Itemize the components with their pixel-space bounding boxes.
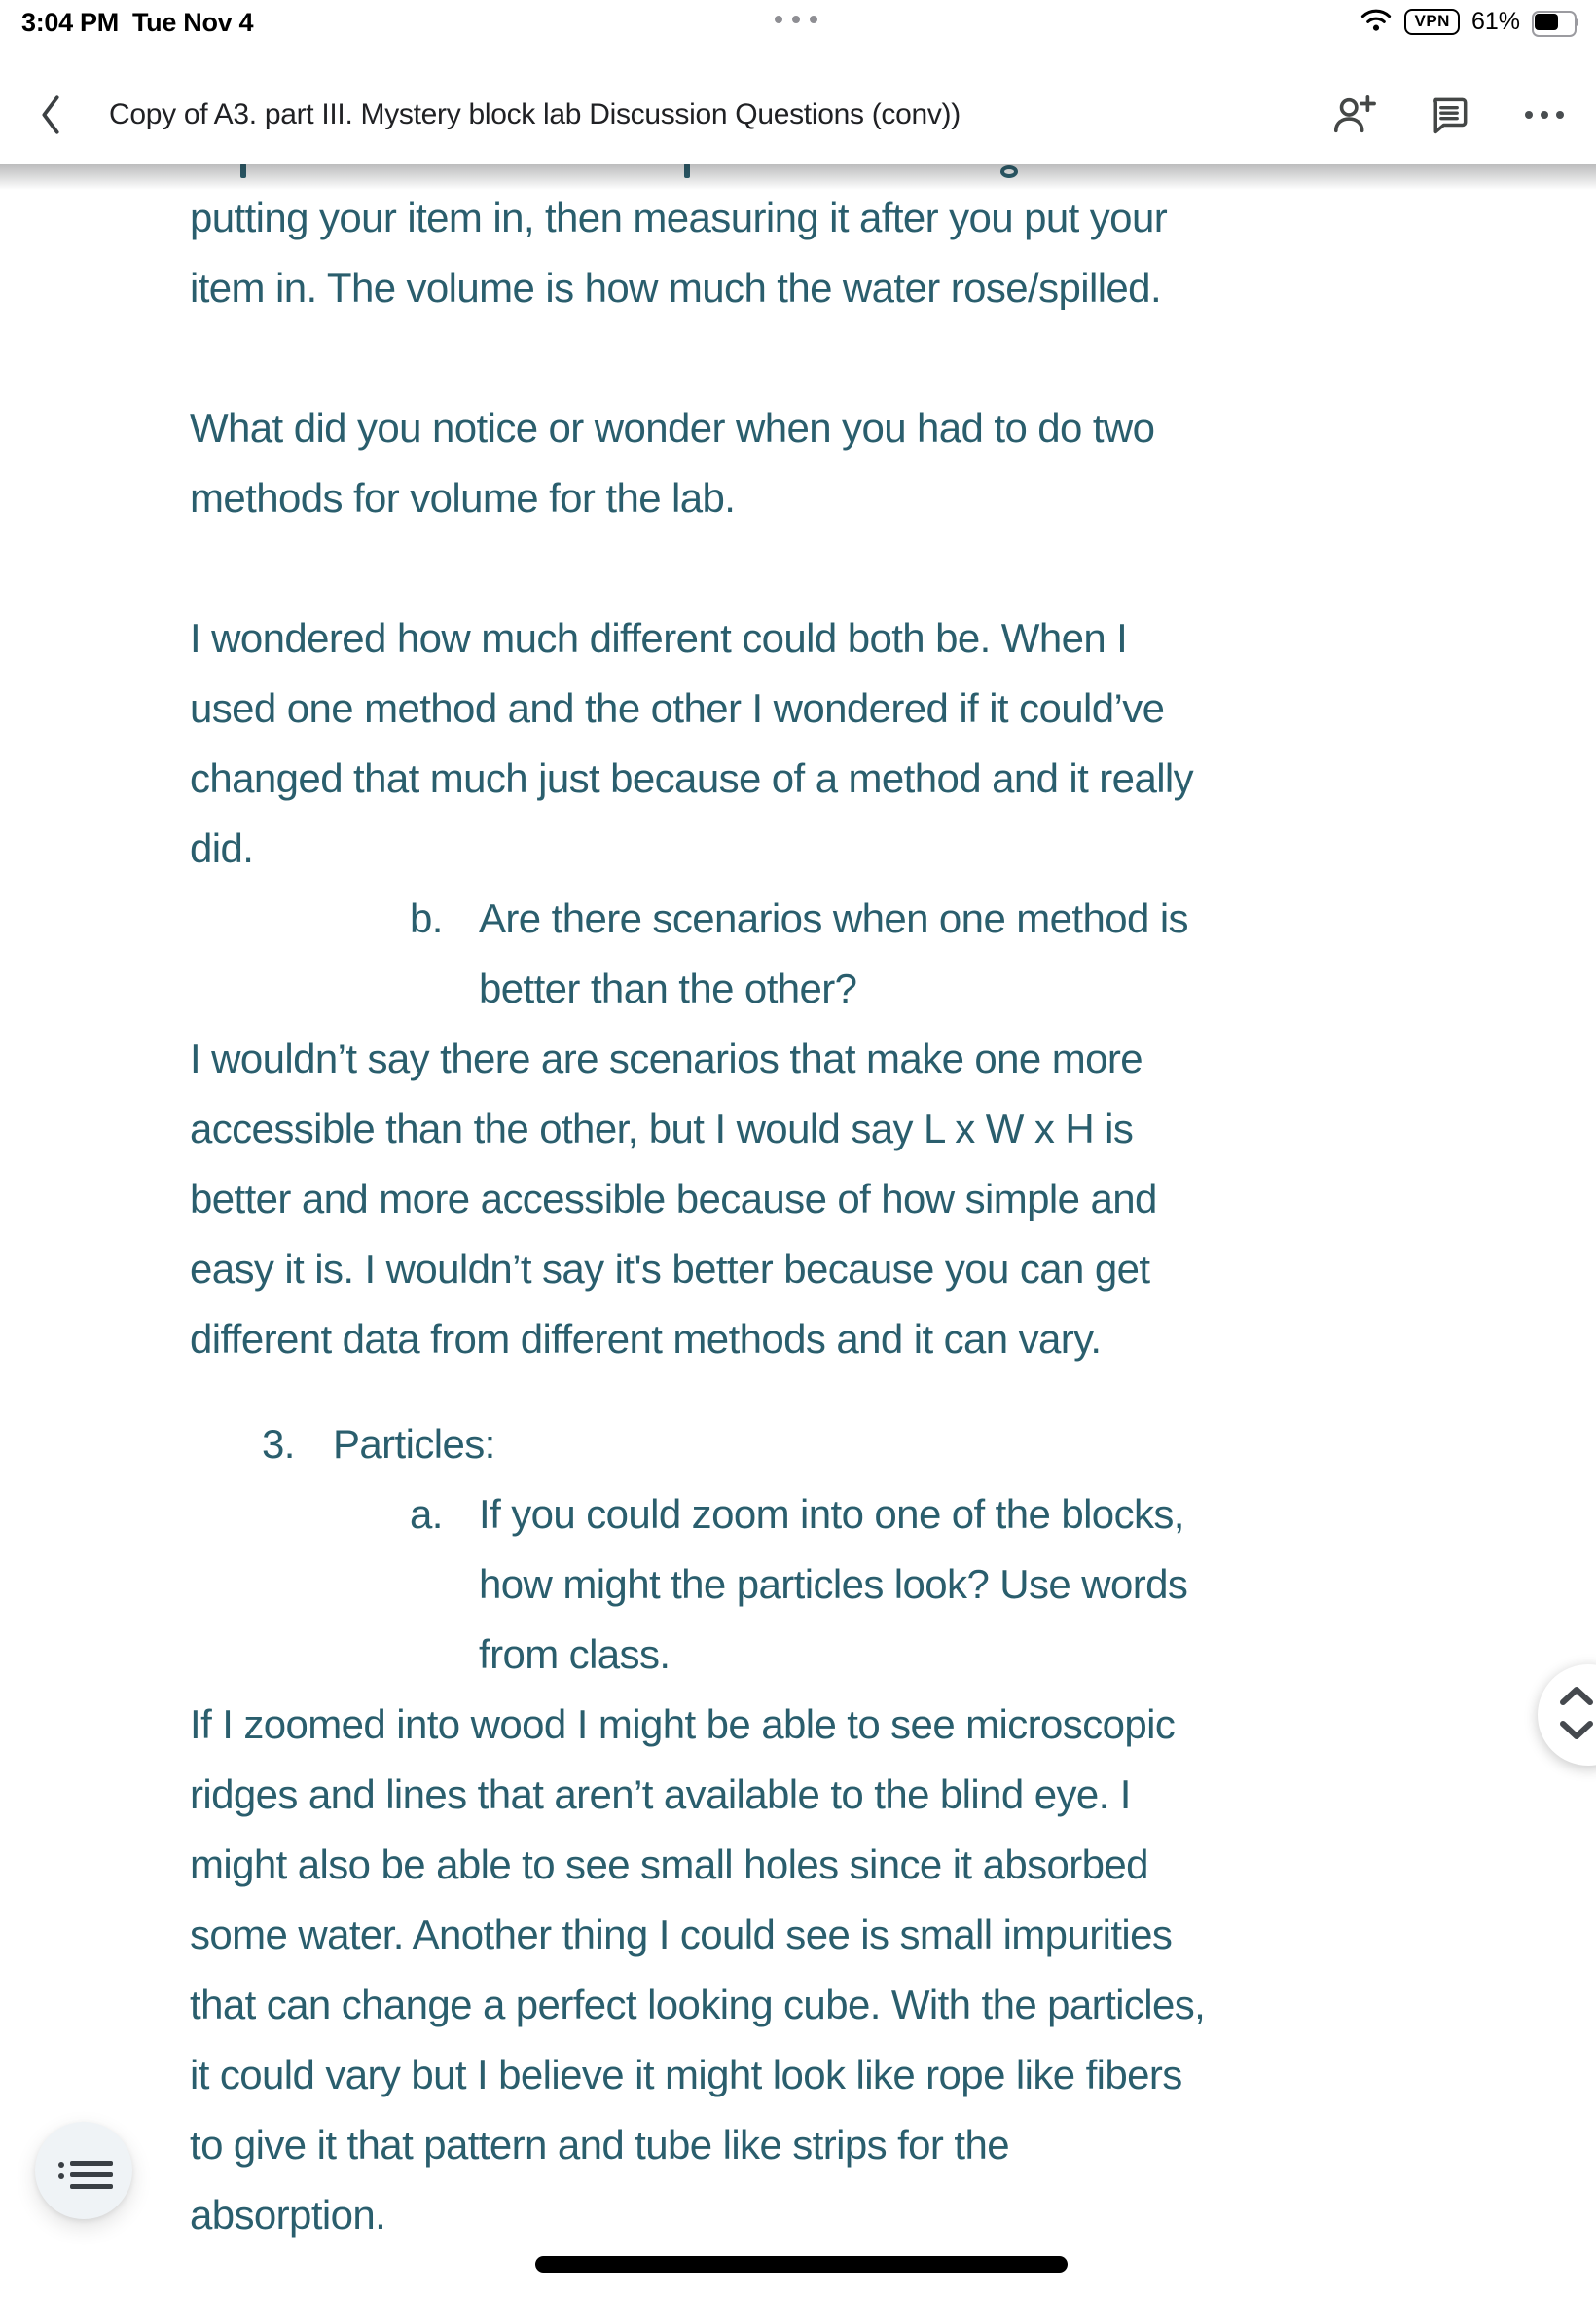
line-text: that can change a perfect looking cube. With the particles, [190, 1982, 1206, 2027]
text-line [190, 954, 1479, 1024]
list-marker: b. [410, 895, 443, 941]
line-text: Are there scenarios when one method is [479, 895, 1188, 941]
line-text: it could vary but I believe it might look like rope like fibers [190, 2052, 1182, 2097]
document-title: Copy of A3. part III. Mystery block lab Discussion Questions (conv)) [109, 98, 961, 130]
line-text: better and more accessible because of how simple and [190, 1176, 1157, 1221]
document-lines [190, 183, 1479, 2250]
battery-icon [1532, 11, 1578, 34]
nav-actions [1331, 92, 1567, 137]
multitask-dots [775, 16, 817, 23]
list-marker: 3. [262, 1421, 295, 1467]
line-text: easy it is. I wouldn’t say it's better because you can get [190, 1246, 1150, 1292]
line-text: changed that much just because of a method and it really [190, 755, 1194, 801]
text-line [190, 253, 1479, 323]
status-date: Tue Nov 4 [131, 8, 254, 37]
text-line [190, 1970, 1479, 2040]
line-text: some water. Another thing I could see is small impurities [190, 1912, 1173, 1957]
line-text: from class. [479, 1631, 671, 1677]
chevron-up-icon[interactable] [1559, 1686, 1594, 1707]
more-options-button[interactable] [1522, 92, 1567, 137]
nav-bar-shadow [0, 164, 1596, 190]
text-line [190, 1304, 1479, 1374]
text-line [190, 1830, 1479, 1900]
line-text: how might the particles look? Use words [479, 1561, 1188, 1607]
line-text: What did you notice or wonder when you had to do two [190, 405, 1155, 451]
battery-percent: 61% [1470, 8, 1520, 35]
vpn-badge: VPN [1404, 9, 1459, 35]
wifi-icon [1360, 7, 1393, 37]
text-line [190, 1164, 1479, 1234]
text-line [190, 2110, 1479, 2180]
line-text: accessible than the other, but I would say L x W x H is [190, 1106, 1134, 1151]
person-add-icon [1331, 92, 1376, 137]
line-text: used one method and the other I wondered if it could’ve [190, 685, 1165, 731]
nav-bar [0, 43, 1596, 164]
text-line [190, 2040, 1479, 2110]
line-text: better than the other? [479, 966, 857, 1011]
line-text: I wouldn’t say there are scenarios that make one more [190, 1036, 1143, 1081]
text-line [190, 463, 1479, 533]
text-line [190, 1690, 1479, 1760]
text-line [190, 744, 1479, 814]
more-horizontal-icon [1525, 111, 1564, 119]
document-canvas[interactable] [0, 183, 1596, 2250]
text-line [190, 393, 1479, 463]
text-line [190, 1550, 1479, 1620]
status-right-cluster [1360, 7, 1578, 37]
line-text: Particles: [333, 1421, 495, 1467]
text-line [190, 884, 1479, 954]
text-line [190, 183, 1479, 253]
text-line [190, 674, 1479, 744]
chevron-down-icon[interactable] [1559, 1719, 1594, 1740]
list-marker: a. [410, 1491, 443, 1537]
text-line [190, 1234, 1479, 1304]
home-indicator[interactable] [535, 2256, 1068, 2273]
status-bar [0, 0, 1596, 43]
line-text: to give it that pattern and tube like strips for the [190, 2122, 1009, 2168]
line-spacer [190, 1374, 1479, 1409]
line-text: different data from different methods and it can vary. [190, 1316, 1102, 1362]
text-line [190, 1094, 1479, 1164]
comments-button[interactable] [1427, 92, 1471, 137]
back-button[interactable] [31, 93, 70, 136]
share-add-people-button[interactable] [1331, 92, 1376, 137]
comments-icon [1428, 93, 1470, 136]
line-text: I wondered how much different could both be. When I [190, 615, 1128, 661]
text-line [190, 2180, 1479, 2250]
text-line [190, 603, 1479, 674]
line-text: If you could zoom into one of the blocks, [479, 1491, 1184, 1537]
line-spacer [190, 533, 1479, 603]
text-line [190, 1409, 1479, 1479]
line-text: If I zoomed into wood I might be able to see microscopic [190, 1701, 1176, 1747]
document-outline-button[interactable] [35, 2122, 132, 2219]
text-line [190, 1900, 1479, 1970]
text-line [190, 1620, 1479, 1690]
line-text: did. [190, 825, 254, 871]
line-text: methods for volume for the lab. [190, 475, 736, 521]
status-time-date [21, 8, 253, 38]
line-text: might also be able to see small holes since it absorbed [190, 1841, 1148, 1887]
text-line [190, 814, 1479, 884]
text-line [190, 1024, 1479, 1094]
line-text: item in. The volume is how much the water rose/spilled. [190, 265, 1162, 310]
line-text: putting your item in, then measuring it after you put your [190, 195, 1168, 240]
status-time: 3:04 PM [21, 8, 119, 37]
line-text: ridges and lines that aren’t available to the blind eye. I [190, 1771, 1131, 1817]
line-spacer [190, 323, 1479, 393]
chevron-left-icon [40, 95, 61, 134]
text-line [190, 1760, 1479, 1830]
text-line [190, 1479, 1479, 1550]
line-text: absorption. [190, 2192, 386, 2238]
